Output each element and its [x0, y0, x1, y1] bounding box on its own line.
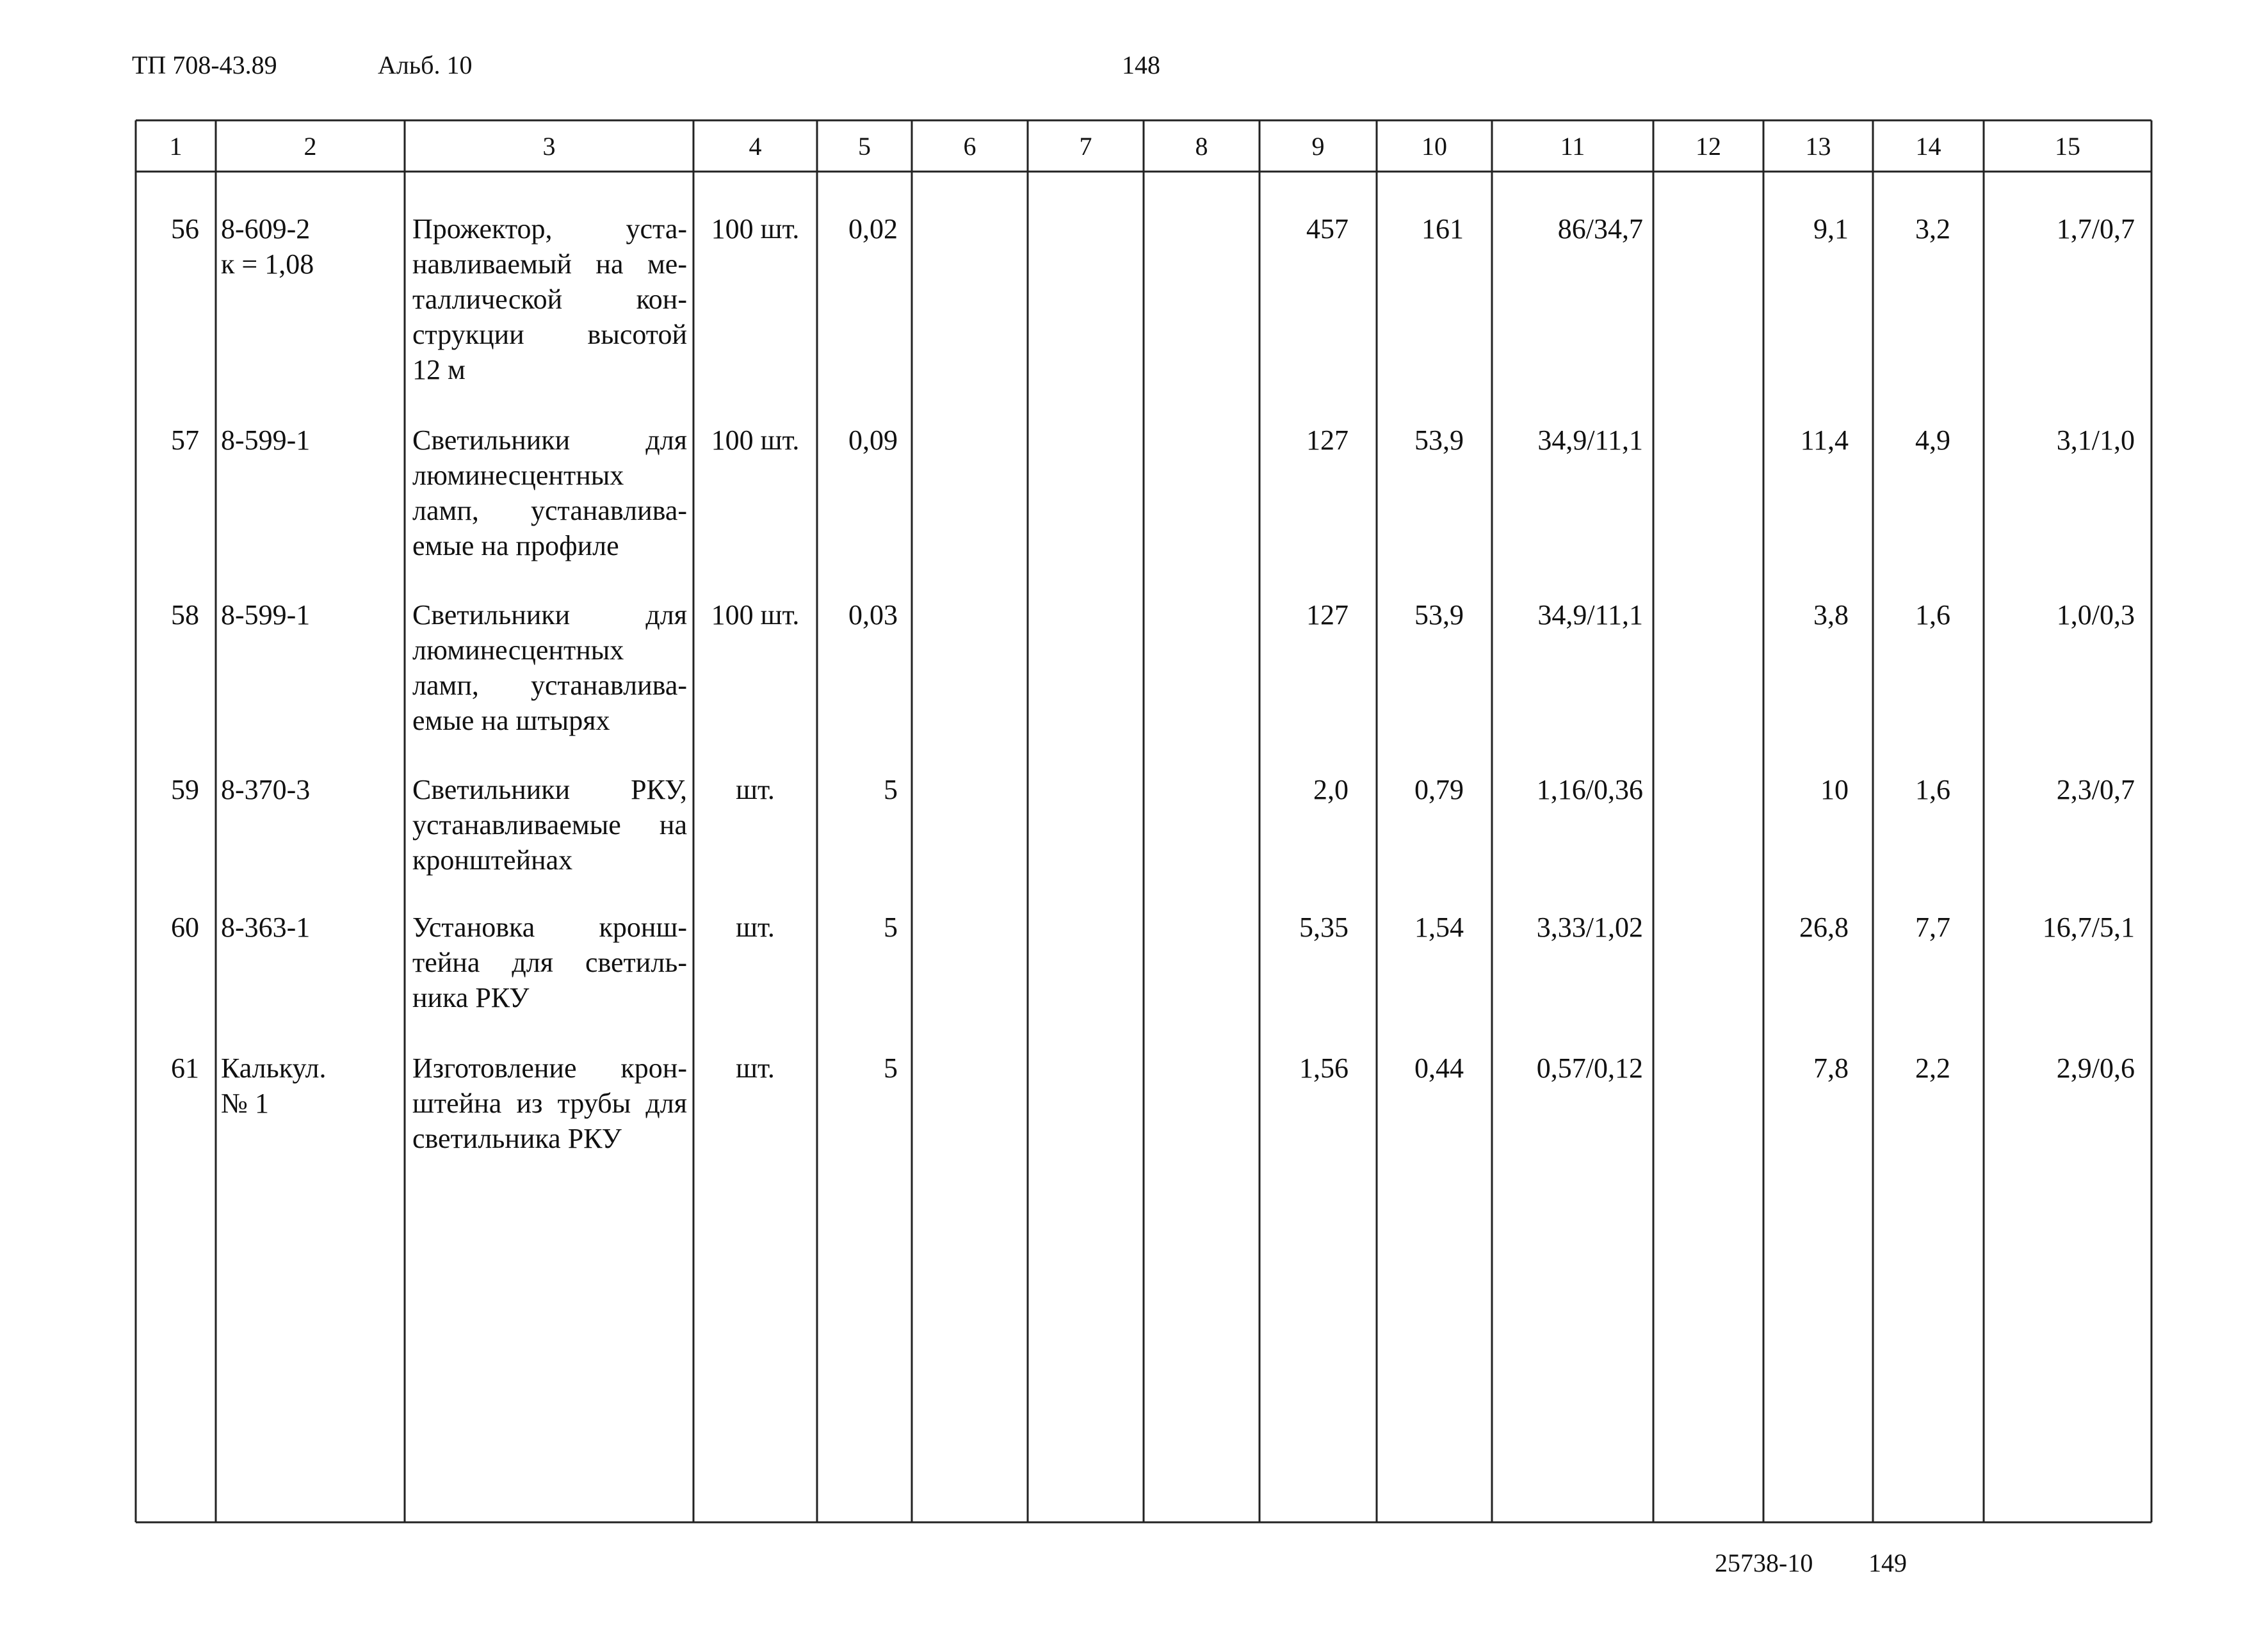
- total-machines: 3,1/1,0: [2056, 424, 2135, 456]
- total-cost: 11,4: [1800, 424, 1849, 456]
- work-description: емые на штырях: [412, 705, 610, 736]
- work-description: Светильники для: [412, 599, 687, 631]
- column-number-header: 6: [963, 132, 976, 161]
- unit-cost-wages: 53,9: [1414, 424, 1464, 456]
- unit-cost-wages: 161: [1422, 213, 1464, 245]
- column-number-header: 3: [542, 132, 556, 161]
- unit-cost-wages: 53,9: [1414, 599, 1464, 631]
- unit: 100 шт.: [711, 213, 800, 245]
- unit-cost-wages: 1,54: [1414, 912, 1464, 943]
- unit-cost-machines: 3,33/1,02: [1536, 912, 1643, 943]
- work-description: ламп, устанавлива-: [412, 495, 687, 526]
- work-description: кронштейнах: [412, 844, 573, 876]
- row-number: 58: [171, 599, 199, 631]
- rate-code: 8-370-3: [221, 774, 311, 805]
- rate-code: № 1: [221, 1088, 269, 1119]
- quantity: 0,09: [848, 424, 898, 456]
- footer-page-number: 149: [1868, 1549, 1907, 1577]
- unit-cost-machines: 34,9/11,1: [1537, 599, 1643, 631]
- unit: шт.: [736, 912, 775, 943]
- work-description: таллической кон-: [412, 284, 687, 315]
- unit-cost-total: 127: [1306, 424, 1349, 456]
- work-description: Светильники РКУ,: [412, 774, 687, 805]
- total-wages: 7,7: [1915, 912, 1950, 943]
- unit-cost-wages: 0,44: [1414, 1052, 1464, 1084]
- total-cost: 9,1: [1813, 213, 1849, 245]
- quantity: 5: [884, 774, 898, 805]
- total-wages: 1,6: [1915, 774, 1950, 805]
- row-number: 56: [171, 213, 199, 245]
- unit-cost-machines: 0,57/0,12: [1536, 1052, 1643, 1084]
- column-number-header: 2: [304, 132, 317, 161]
- work-description: навливаемый на ме-: [412, 248, 687, 280]
- unit-cost-machines: 86/34,7: [1557, 213, 1643, 245]
- total-machines: 1,7/0,7: [2056, 213, 2135, 245]
- total-machines: 1,0/0,3: [2056, 599, 2135, 631]
- total-cost: 10: [1820, 774, 1849, 805]
- column-number-header: 9: [1311, 132, 1325, 161]
- column-number-header: 12: [1696, 132, 1721, 161]
- column-number-header: 15: [2055, 132, 2080, 161]
- album-label: Альб. 10: [378, 51, 473, 79]
- work-description: устанавливаемые на: [412, 809, 687, 841]
- row-number: 59: [171, 774, 199, 805]
- work-description: ламп, устанавлива-: [412, 670, 687, 701]
- unit: шт.: [736, 1052, 775, 1084]
- work-description: Изготовление крон-: [412, 1052, 687, 1084]
- rate-code: 8-599-1: [221, 599, 311, 631]
- total-machines: 2,3/0,7: [2056, 774, 2135, 805]
- rate-code: 8-363-1: [221, 912, 311, 943]
- work-description: емые на профиле: [412, 530, 619, 561]
- work-description: тейна для светиль-: [412, 947, 687, 978]
- quantity: 5: [884, 1052, 898, 1084]
- unit: 100 шт.: [711, 599, 800, 631]
- rate-code: Калькул.: [221, 1052, 327, 1084]
- column-number-header: 5: [858, 132, 871, 161]
- total-cost: 7,8: [1813, 1052, 1849, 1084]
- column-number-header: 10: [1422, 132, 1447, 161]
- work-description: Прожектор, уста-: [412, 213, 687, 245]
- row-number: 57: [171, 424, 199, 456]
- unit: шт.: [736, 774, 775, 805]
- quantity: 0,03: [848, 599, 898, 631]
- unit-cost-machines: 1,16/0,36: [1536, 774, 1643, 805]
- page-number: 148: [1122, 51, 1160, 79]
- work-description: ника РКУ: [412, 982, 530, 1013]
- unit-cost-machines: 34,9/11,1: [1537, 424, 1643, 456]
- work-description: светильника РКУ: [412, 1123, 622, 1154]
- quantity: 0,02: [848, 213, 898, 245]
- unit: 100 шт.: [711, 424, 800, 456]
- rate-code: к = 1,08: [221, 248, 314, 280]
- work-description: струкции высотой: [412, 319, 687, 350]
- column-number-header: 1: [169, 132, 182, 161]
- total-machines: 16,7/5,1: [2042, 912, 2135, 943]
- column-number-header: 4: [749, 132, 762, 161]
- footer-code: 25738-10: [1715, 1549, 1813, 1577]
- work-description: Установка кронш-: [412, 912, 687, 943]
- quantity: 5: [884, 912, 898, 943]
- total-machines: 2,9/0,6: [2056, 1052, 2135, 1084]
- total-wages: 2,2: [1915, 1052, 1950, 1084]
- row-number: 61: [171, 1052, 199, 1084]
- unit-cost-total: 5,35: [1299, 912, 1349, 943]
- row-number: 60: [171, 912, 199, 943]
- total-cost: 3,8: [1813, 599, 1849, 631]
- unit-cost-wages: 0,79: [1414, 774, 1464, 805]
- column-number-header: 11: [1560, 132, 1585, 161]
- total-wages: 1,6: [1915, 599, 1950, 631]
- column-number-header: 8: [1195, 132, 1208, 161]
- work-description: люминесцентных: [412, 634, 624, 666]
- work-description: штейна из трубы для: [412, 1088, 687, 1119]
- unit-cost-total: 1,56: [1299, 1052, 1349, 1084]
- work-description: Светильники для: [412, 424, 687, 456]
- rate-code: 8-609-2: [221, 213, 311, 245]
- work-description: люминесцентных: [412, 460, 624, 491]
- total-wages: 3,2: [1915, 213, 1950, 245]
- unit-cost-total: 2,0: [1313, 774, 1349, 805]
- work-description: 12 м: [412, 354, 466, 385]
- unit-cost-total: 457: [1306, 213, 1349, 245]
- total-cost: 26,8: [1799, 912, 1849, 943]
- total-wages: 4,9: [1915, 424, 1950, 456]
- column-number-header: 7: [1079, 132, 1092, 161]
- column-number-header: 13: [1805, 132, 1831, 161]
- document-code: ТП 708-43.89: [132, 51, 277, 79]
- unit-cost-total: 127: [1306, 599, 1349, 631]
- rate-code: 8-599-1: [221, 424, 311, 456]
- column-number-header: 14: [1915, 132, 1941, 161]
